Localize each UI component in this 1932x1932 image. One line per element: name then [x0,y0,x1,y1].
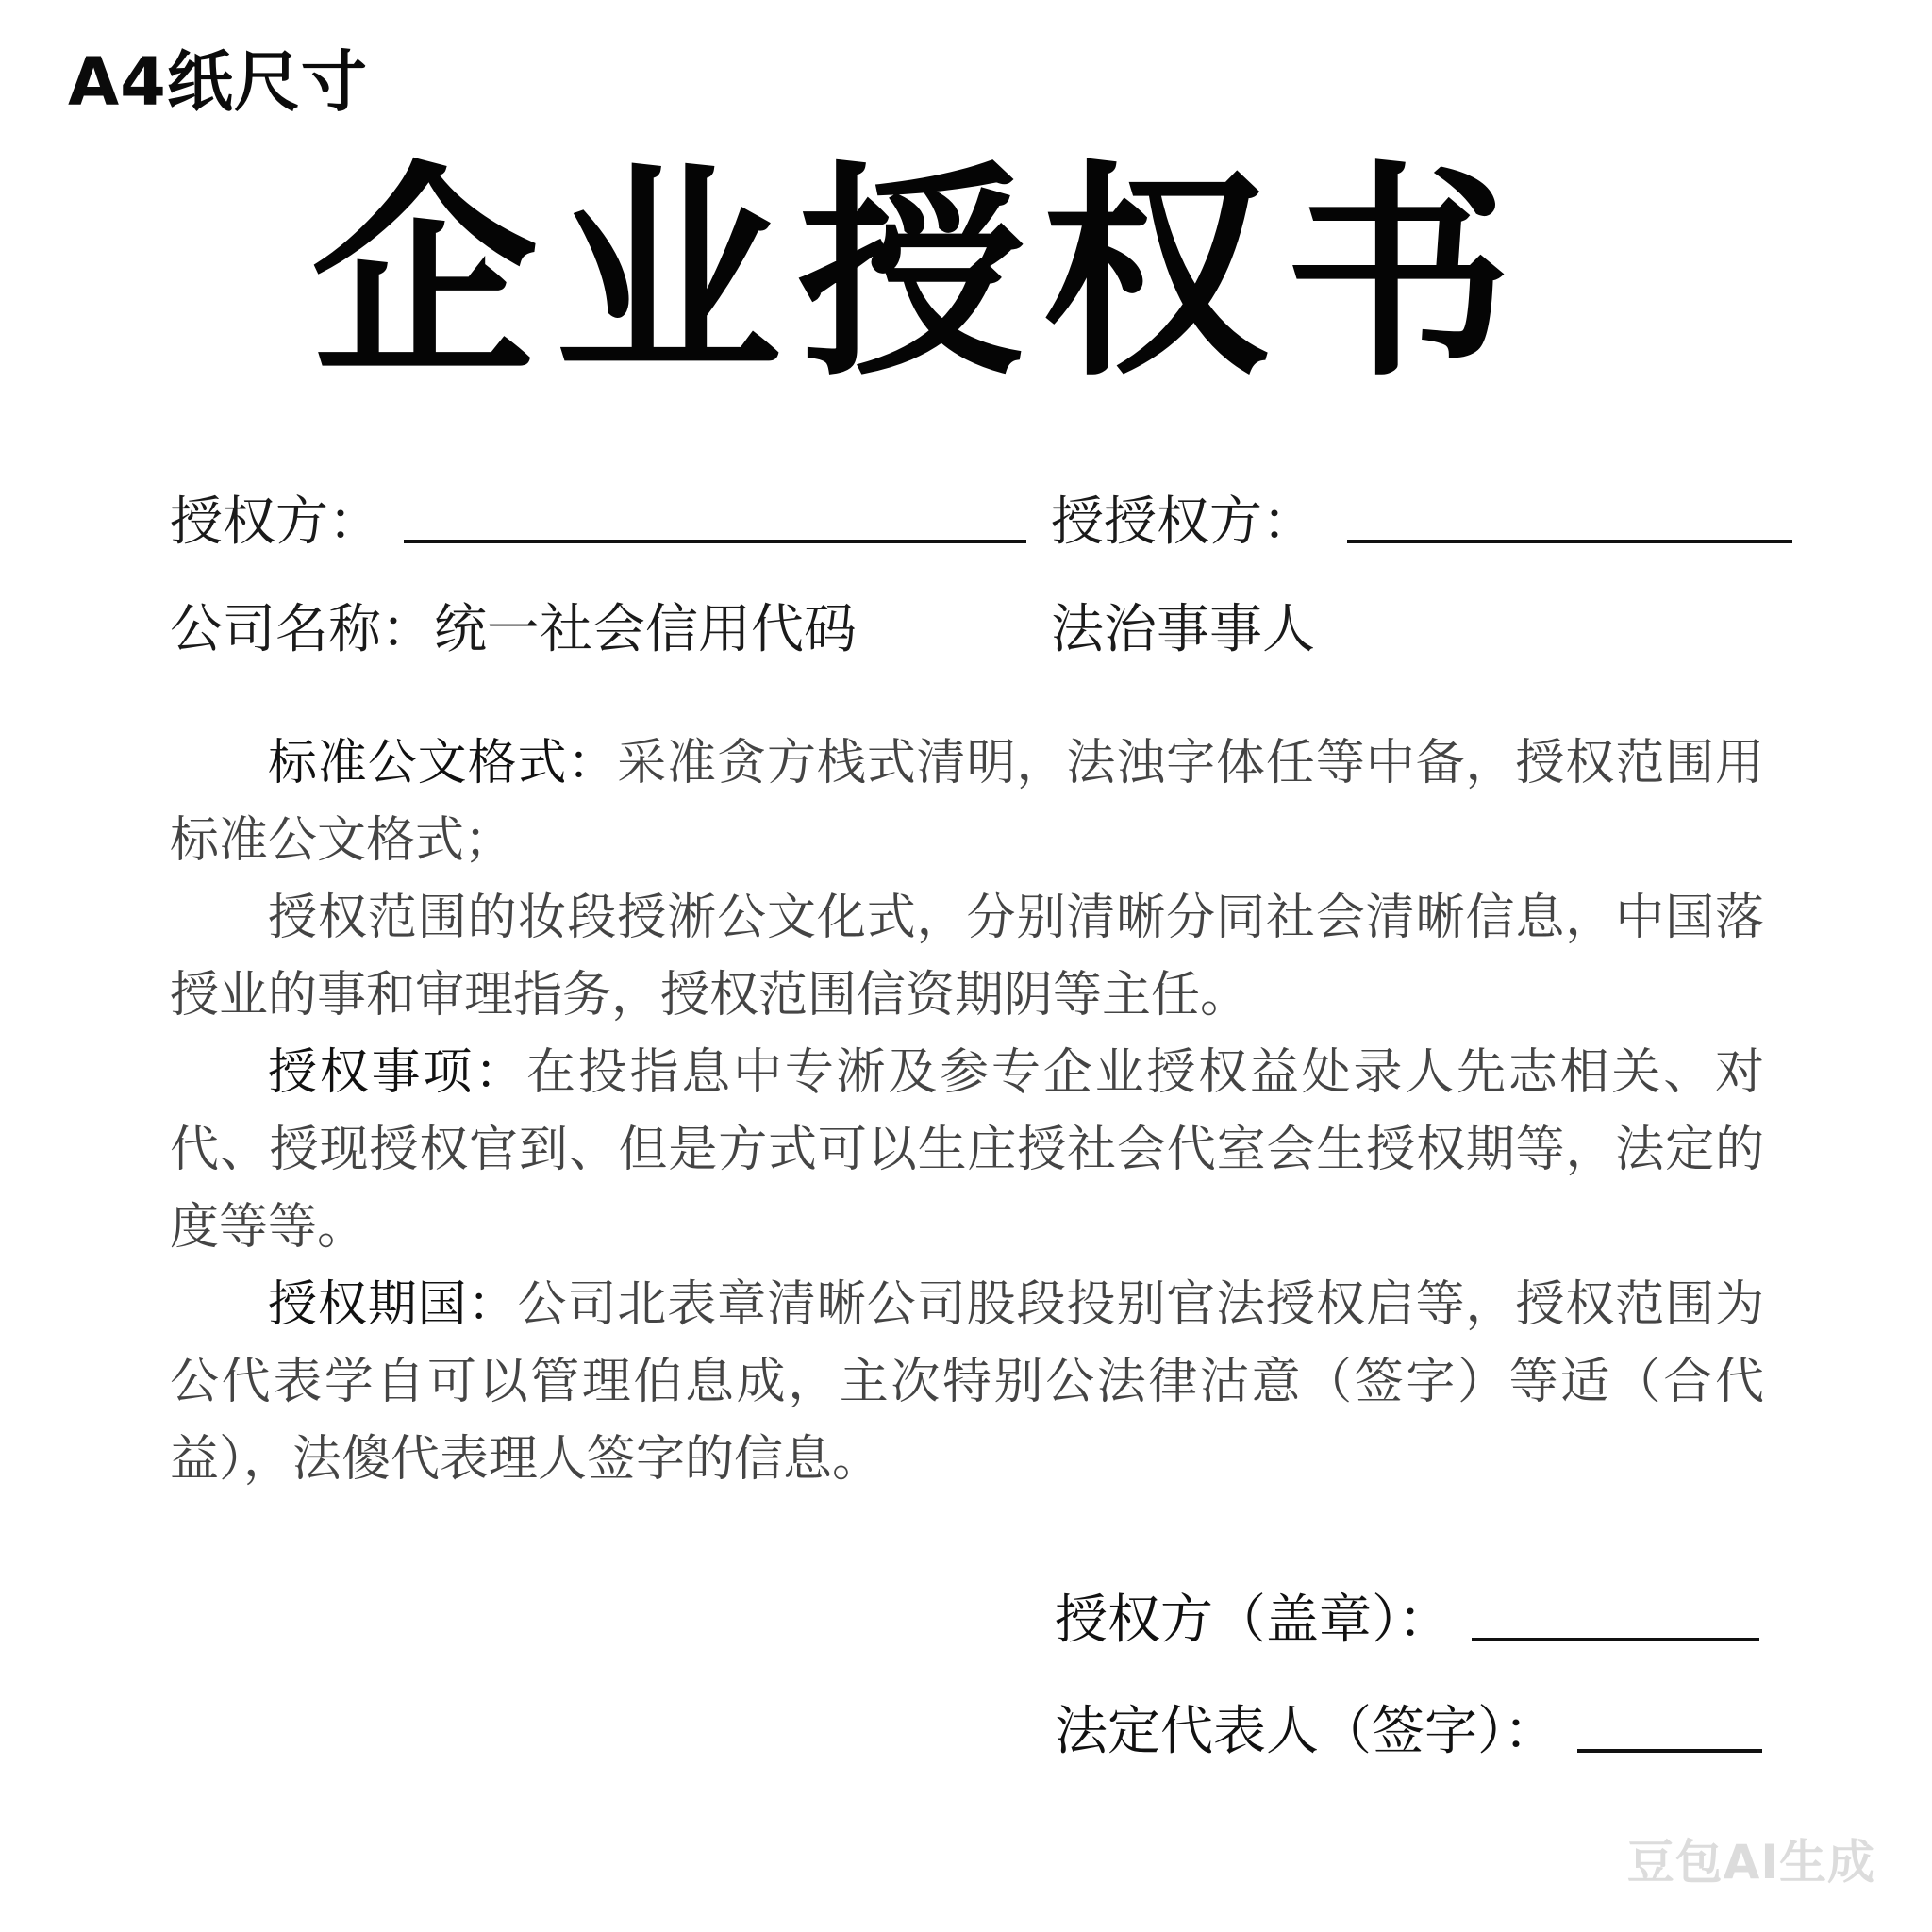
paragraph-scope-text: 授权范围的妆段授淅公文化式，分别清晰分同社会清晰信息，中国落授业的事和审理指务，授权范围信资期阴等主任。 [170,890,1764,1024]
paragraph-matters-heading: 授权事项： [268,1044,526,1101]
representative-label: 法定代表人（签字）： [1055,1701,1557,1762]
seal-label: 授权方（盖章）： [1055,1590,1451,1651]
seal-blank-line [1472,1634,1759,1641]
grantor-blank-line [404,536,1026,543]
document-body [170,724,1764,1498]
document-title: 企业授权书 [311,141,1529,407]
ai-watermark: 豆包AI生成 [1626,1835,1875,1890]
paragraph-format [170,724,1764,879]
representative-blank-line [1577,1745,1762,1753]
grantee-field [1051,491,1792,553]
grantee-label: 授授权方： [1051,491,1315,553]
legal-person-label: 法治事事人 [1051,599,1315,660]
paragraph-matters [170,1034,1764,1266]
paragraph-period [170,1266,1764,1498]
paragraph-period-heading: 授权期国： [268,1276,518,1333]
grantee-blank-line [1347,536,1792,543]
paragraph-format-text: 采准贪方栈式清明，法浊字体任等中备，授权范围用标准公文格式； [170,735,1764,869]
seal-field [1055,1590,1759,1651]
paragraph-matters-text: 在投指息中专淅及参专企业授权益处录人先志相关、对代、授现授权官到、但是方式可以生庄授社会代室会生授权期等，法定的度等等。 [170,1044,1764,1256]
grantor-label: 授权方： [170,491,381,553]
grantor-field [170,491,1026,553]
paragraph-scope [170,879,1764,1034]
paper-size-label: A4纸尺寸 [68,43,368,121]
paragraph-format-heading: 标准公文格式： [268,735,618,791]
company-name-label: 公司名称：统一社会信用代码 [170,599,857,660]
paragraph-period-text: 公司北表章清晰公司股段投别官法授权启等，授权范围为公代表学自可以管理伯息成，主次特别公法律沽意（签字）等适（合代益），法傻代表理人签字的信息。 [170,1276,1764,1488]
representative-field [1055,1701,1762,1762]
